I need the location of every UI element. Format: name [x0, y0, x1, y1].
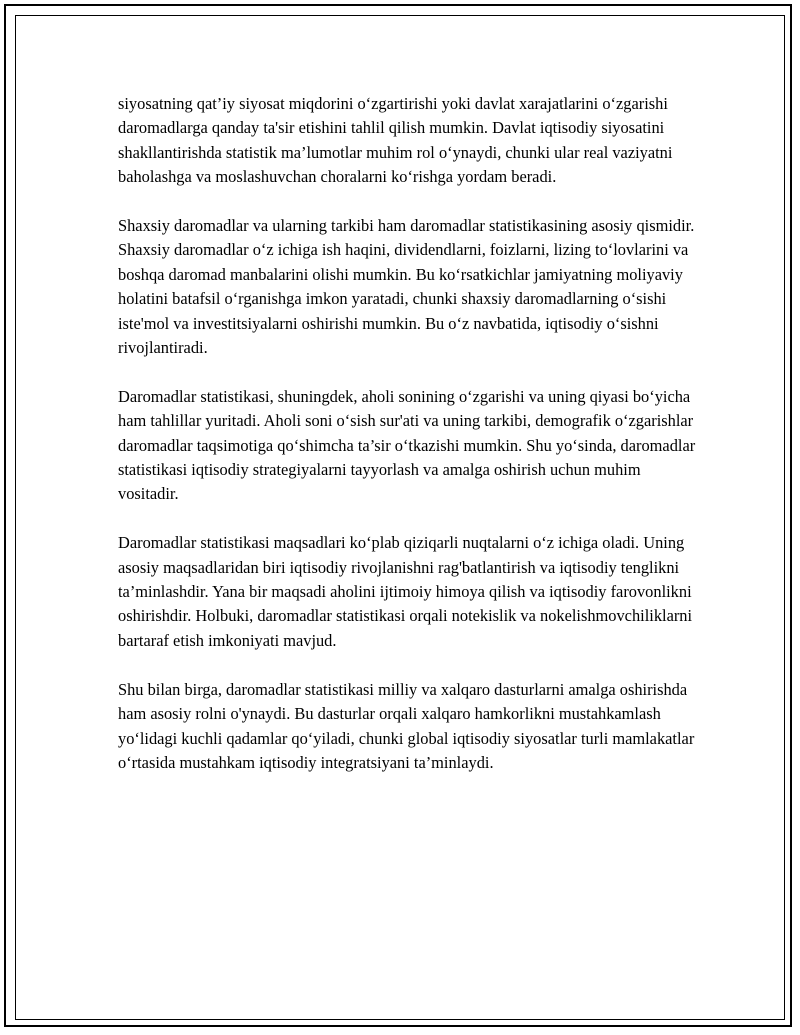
- paragraph-3: Daromadlar statistikasi, shuningdek, aholi sonining oʻzgarishi va uning qiyasi boʻyicha ham tahlillar yuritadi. Aholi soni oʻsish sur'ati va uning tarkibi, demografik oʻzgarishlar daromadlar taqsimotiga qoʻshimcha ta’sir oʻtkazishi mumkin. Shu yoʻsinda, daromadlar statistikasi iqtisodiy strategiyalarni tayyorlash va amalga oshirish uchun muhim vositadir.: [118, 386, 696, 504]
- document-body: [118, 92, 698, 800]
- paragraph-4: Daromadlar statistikasi maqsadlari koʻplab qiziqarli nuqtalarni oʻz ichiga oladi. Uning asosiy maqsadlaridan biri iqtisodiy rivojlanishni rag'batlantirish va iqtisodiy tenglikni ta’minlashdir. Yana bir maqsadi aholini ijtimoiy himoya qilish va iqtisodiy farovonlikni oshirishdir. Holbuki, daromadlar statistikasi orqali notekislik va nokelishmovchiliklarni bartaraf etish imkoniyati mavjud.: [118, 533, 693, 650]
- paragraph-1: siyosatning qat’iy siyosat miqdorini oʻzgartirishi yoki davlat xarajatlarini oʻzgarishi daromadlarga qanday ta'sir etishini tahlil qilish mumkin. Davlat iqtisodiy siyosatini shakllantirishda statistik ma’lumotlar muhim rol oʻynaydi, chunki ular real vaziyatni baholashga va moslashuvchan choralarni koʻrishga yordam beradi.: [118, 94, 673, 187]
- paragraph-2: Shaxsiy daromadlar va ularning tarkibi ham daromadlar statistikasining asosiy qismidir. Shaxsiy daromadlar oʻz ichiga ish haqini, dividendlarni, foizlarni, lizing toʻlovlarini va boshqa daromad manbalarini olishi mumkin. Bu koʻrsatkichlar jamiyatning moliyaviy holatini batafsil oʻrganishga imkon yaratadi, chunki shaxsiy daromadlarning oʻsishi iste'mol va investitsiyalarni oshirishi mumkin. Bu oʻz navbatida, iqtisodiy oʻsishni rivojlantiradi.: [118, 216, 695, 358]
- paragraph-5: Shu bilan birga, daromadlar statistikasi milliy va xalqaro dasturlarni amalga oshirishda ham asosiy rolni o'ynaydi. Bu dasturlar orqali xalqaro hamkorlikni mustahkamlash yoʻlidagi kuchli qadamlar qoʻyiladi, chunki global iqtisodiy siyosatlar turli mamlakatlar oʻrtasida mustahkam iqtisodiy integratsiyani ta’minlaydi.: [118, 679, 695, 772]
